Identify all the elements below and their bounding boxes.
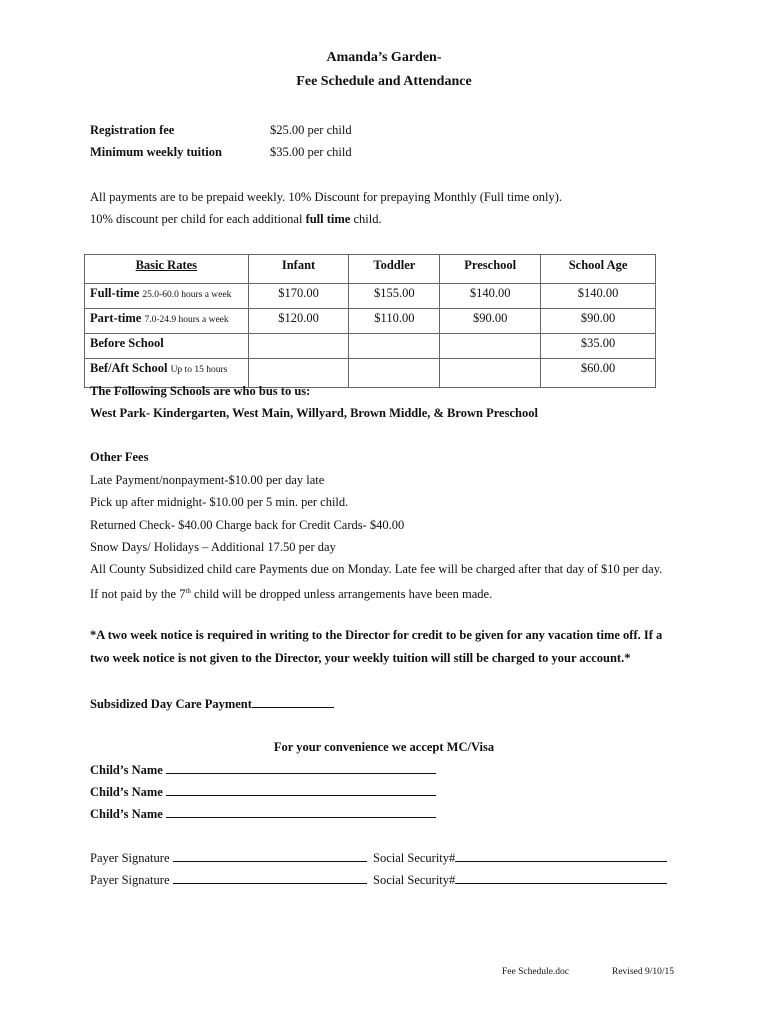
table-header: School Age bbox=[541, 255, 656, 284]
footer-revised: Revised 9/10/15 bbox=[612, 967, 675, 977]
registration-fee-label: Registration fee bbox=[90, 123, 175, 137]
schools-heading: The Following Schools are who bus to us: bbox=[90, 384, 311, 398]
table-cell: $140.00 bbox=[541, 284, 656, 309]
table-cell: $90.00 bbox=[440, 309, 541, 334]
payer-signature-label: Payer Signature bbox=[90, 873, 170, 887]
schools-list: West Park- Kindergarten, West Main, Willyard, Brown Middle, & Brown Preschool bbox=[90, 406, 538, 420]
table-cell: $120.00 bbox=[248, 309, 349, 334]
table-cell bbox=[440, 359, 541, 388]
child-name-label: Child’s Name bbox=[90, 763, 163, 777]
table-cell bbox=[440, 334, 541, 359]
fee-item bbox=[90, 583, 492, 602]
table-cell: $170.00 bbox=[248, 284, 349, 309]
payer-signature-label: Payer Signature bbox=[90, 851, 170, 865]
table-header: Basic Rates bbox=[85, 255, 249, 284]
table-header: Toddler bbox=[349, 255, 440, 284]
table-cell: $140.00 bbox=[440, 284, 541, 309]
child-name-input-line[interactable] bbox=[166, 805, 436, 818]
row-label-text: Full-time bbox=[90, 286, 140, 300]
payer-signature-field bbox=[90, 849, 367, 866]
row-note: 7.0-24.9 hours a week bbox=[144, 315, 229, 325]
table-row bbox=[85, 334, 656, 359]
table-cell: $35.00 bbox=[541, 334, 656, 359]
row-label-text: Bef/Aft School bbox=[90, 361, 168, 375]
table-cell bbox=[349, 334, 440, 359]
payer-signature-line[interactable] bbox=[173, 871, 367, 884]
min-tuition-value: $35.00 per child bbox=[270, 145, 352, 159]
table-cell: $155.00 bbox=[349, 284, 440, 309]
ssn-input-line[interactable] bbox=[455, 849, 667, 862]
fee-item: Snow Days/ Holidays – Additional 17.50 per day bbox=[90, 540, 336, 554]
subsidized-label: Subsidized Day Care Payment bbox=[90, 697, 252, 711]
child-name-label: Child’s Name bbox=[90, 807, 163, 821]
footer-filename: Fee Schedule.doc bbox=[502, 967, 570, 977]
fee-item: Pick up after midnight- $10.00 per 5 min. per child. bbox=[90, 495, 349, 509]
ssn-input-line[interactable] bbox=[455, 871, 667, 884]
payer-signature-line[interactable] bbox=[173, 849, 367, 862]
table-cell bbox=[248, 334, 349, 359]
table-header: Infant bbox=[248, 255, 349, 284]
fee-item: Returned Check- $40.00 Charge back for Credit Cards- $40.00 bbox=[90, 518, 405, 532]
table-row bbox=[85, 284, 656, 309]
row-label-text: Before School bbox=[90, 336, 164, 350]
ssn-label: Social Security# bbox=[373, 873, 456, 887]
child-name-field bbox=[90, 783, 436, 800]
row-label bbox=[85, 284, 249, 309]
table-header-row bbox=[85, 255, 656, 284]
notice-line: *A two week notice is required in writing to the Director for credit to be given for any vacation time off. If a bbox=[90, 628, 663, 642]
convenience-note: For your convenience we accept MC/Visa bbox=[273, 740, 495, 754]
discount-policy bbox=[90, 211, 382, 227]
subsidized-field bbox=[90, 695, 334, 712]
fee-item: Late Payment/nonpayment-$10.00 per day late bbox=[90, 473, 325, 487]
subsidized-input-line[interactable] bbox=[252, 695, 334, 708]
table-cell bbox=[349, 359, 440, 388]
child-name-field bbox=[90, 761, 436, 778]
ssn-label: Social Security# bbox=[373, 851, 456, 865]
ssn-field bbox=[373, 871, 667, 888]
other-fees-heading: Other Fees bbox=[90, 450, 149, 464]
discount-text: 10% discount per child for each additional bbox=[90, 212, 306, 226]
row-label bbox=[85, 334, 249, 359]
table-cell: $60.00 bbox=[541, 359, 656, 388]
fee-item-text: If not paid by the 7 bbox=[90, 587, 186, 602]
document-subtitle: Fee Schedule and Attendance bbox=[296, 74, 472, 89]
row-label-text: Part-time bbox=[90, 311, 142, 325]
ssn-field bbox=[373, 849, 667, 866]
rates-table bbox=[84, 254, 656, 388]
row-label bbox=[85, 309, 249, 334]
superscript: th bbox=[185, 587, 191, 595]
table-cell: $110.00 bbox=[349, 309, 440, 334]
discount-bold: full time bbox=[305, 212, 351, 226]
child-name-input-line[interactable] bbox=[166, 761, 436, 774]
child-name-label: Child’s Name bbox=[90, 785, 163, 799]
table-cell: $90.00 bbox=[541, 309, 656, 334]
notice-line: two week notice is not given to the Director, your weekly tuition will still be charged to your account.* bbox=[90, 651, 631, 665]
child-name-field bbox=[90, 805, 436, 822]
fee-item: All County Subsidized child care Payments due on Monday. Late fee will be charged after that day of $10 per day. bbox=[90, 562, 663, 576]
row-note: Up to 15 hours bbox=[170, 365, 228, 375]
min-tuition-label: Minimum weekly tuition bbox=[90, 145, 222, 159]
table-row bbox=[85, 309, 656, 334]
child-name-input-line[interactable] bbox=[166, 783, 436, 796]
document-title: Amanda’s Garden- bbox=[326, 50, 442, 65]
fee-item-text-end: child will be dropped unless arrangements have been made. bbox=[190, 587, 493, 602]
row-note: 25.0-60.0 hours a week bbox=[142, 290, 232, 300]
registration-fee-value: $25.00 per child bbox=[270, 123, 352, 137]
table-header: Preschool bbox=[440, 255, 541, 284]
discount-text-end: child. bbox=[350, 212, 382, 226]
payer-signature-field bbox=[90, 871, 367, 888]
payment-policy: All payments are to be prepaid weekly. 10% Discount for prepaying Monthly (Full time only). bbox=[90, 190, 563, 204]
